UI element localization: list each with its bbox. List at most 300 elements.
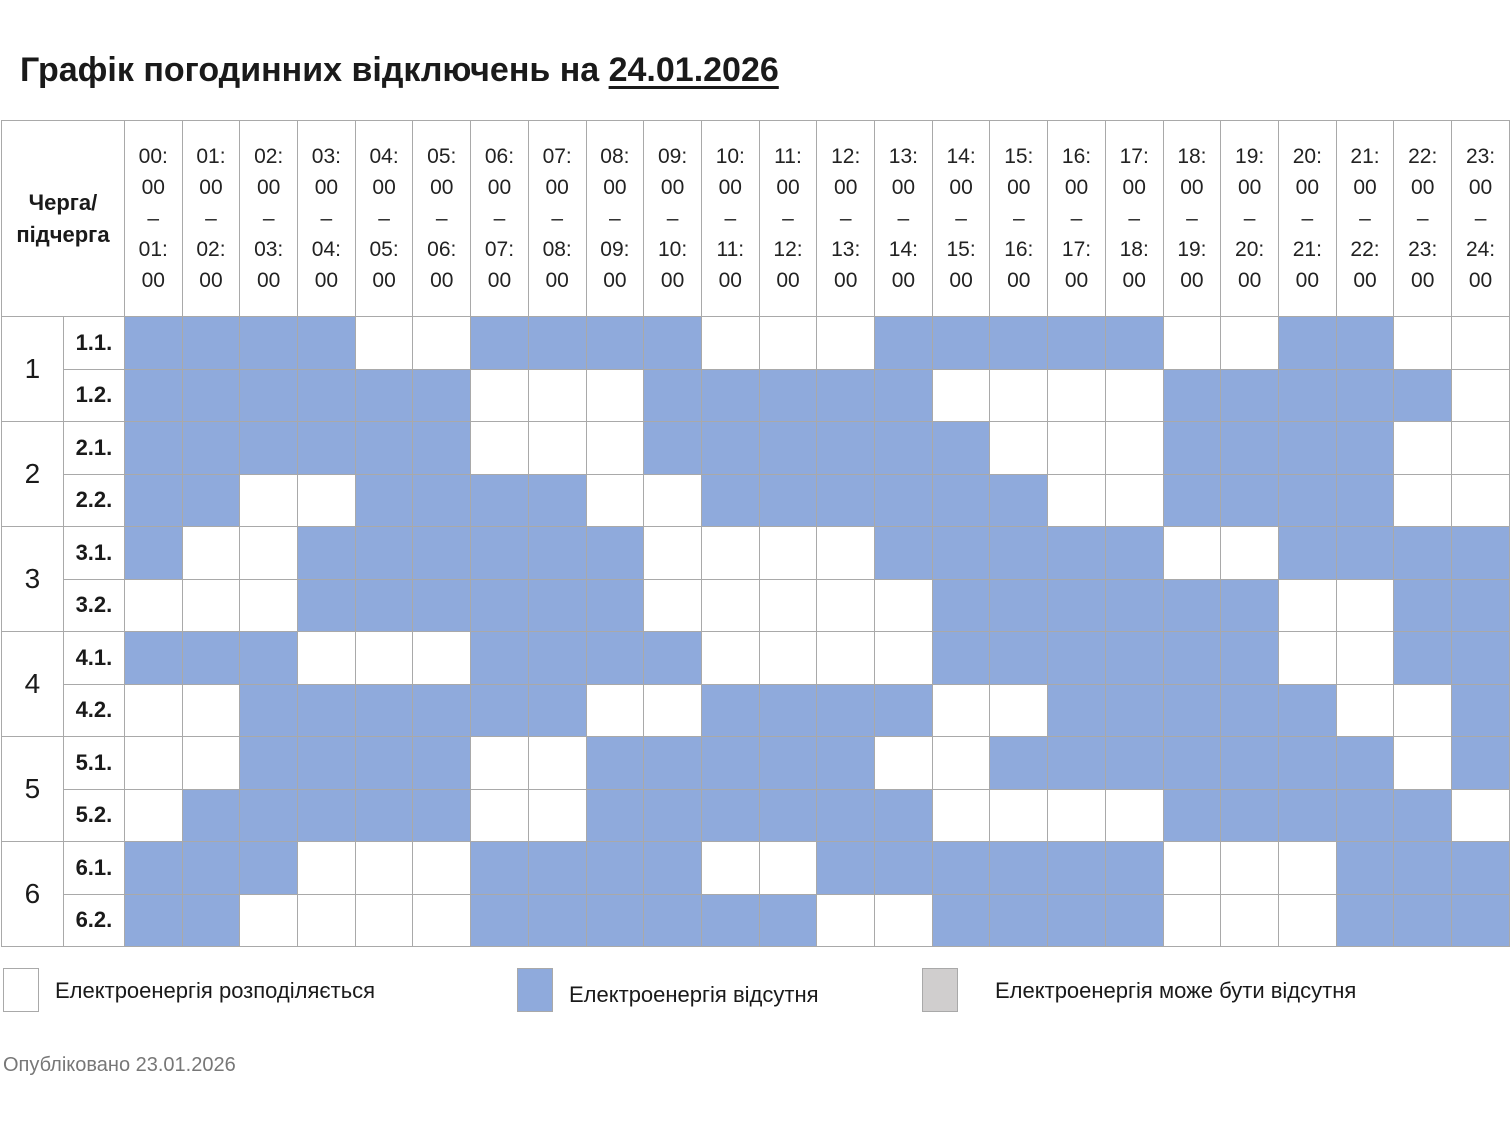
hour-cell-power-on <box>932 737 990 790</box>
hour-header-part: – <box>1012 207 1025 230</box>
hour-header-part: 21: <box>1292 238 1322 261</box>
hour-cell-power-off <box>817 789 875 842</box>
hour-header-part: 00 <box>314 269 339 292</box>
hour-header-part: 15: <box>1004 145 1034 168</box>
hour-cell-power-off <box>528 632 586 685</box>
hour-header-part: 07: <box>484 238 515 261</box>
hour-cell-power-off <box>586 789 644 842</box>
hour-cell-power-off <box>471 684 529 737</box>
hour-header-cell <box>932 121 990 317</box>
hour-header-part: 00 <box>314 176 339 199</box>
hour-cell-power-on <box>586 369 644 422</box>
hour-cell-power-on <box>298 842 356 895</box>
hour-cell-power-off <box>1394 579 1452 632</box>
hour-header-part: 09: <box>600 238 630 261</box>
hour-cell-power-off <box>1105 632 1163 685</box>
subqueue-row <box>2 894 1510 947</box>
hour-header-part: 00 <box>141 269 165 292</box>
hour-header-part: 10: <box>657 238 688 261</box>
hour-header-part: 00 <box>1295 269 1319 292</box>
hour-header-part: – <box>205 207 217 230</box>
subqueue-row <box>2 369 1510 422</box>
hour-cell-power-off <box>240 737 298 790</box>
hour-header-part: 00 <box>199 269 223 292</box>
hour-cell-power-off <box>990 317 1048 370</box>
hour-cell-power-off <box>990 527 1048 580</box>
hour-cell-power-off <box>1452 579 1510 632</box>
hour-header-part: 09: <box>657 145 688 168</box>
hour-header-cell <box>355 121 413 317</box>
hour-cell-power-on <box>355 842 413 895</box>
hour-header-part: 00 <box>1295 176 1319 199</box>
subqueue-label: 2.1. <box>63 422 124 475</box>
hour-cell-power-on <box>182 527 240 580</box>
queue-label: 1 <box>2 317 64 422</box>
hour-cell-power-off <box>528 842 586 895</box>
hour-cell-power-off <box>1221 579 1279 632</box>
hour-cell-power-off <box>586 632 644 685</box>
hour-header-part: 00 <box>1353 269 1377 292</box>
hour-cell-power-off <box>1394 632 1452 685</box>
hour-cell-power-on <box>759 579 817 632</box>
hour-cell-power-off <box>701 789 759 842</box>
hour-cell-power-on <box>586 422 644 475</box>
hour-cell-power-off <box>932 632 990 685</box>
hour-cell-power-off <box>355 474 413 527</box>
hour-cell-power-on <box>413 632 471 685</box>
hour-cell-power-off <box>932 579 990 632</box>
hour-cell-power-off <box>1048 684 1106 737</box>
hour-cell-power-on <box>528 422 586 475</box>
hour-cell-power-on <box>528 789 586 842</box>
hour-cell-power-off <box>1336 789 1394 842</box>
hour-header-part: 23: <box>1465 145 1496 168</box>
hour-cell-power-off <box>759 789 817 842</box>
hour-cell-power-off <box>701 422 759 475</box>
hour-cell-power-off <box>644 737 702 790</box>
hour-cell-power-off <box>1221 684 1279 737</box>
hour-cell-power-off <box>759 422 817 475</box>
page-title <box>20 46 779 94</box>
hour-header-part: 04: <box>311 238 341 261</box>
hour-cell-power-on <box>990 422 1048 475</box>
hour-cell-power-on <box>1452 789 1510 842</box>
subqueue-label: 5.2. <box>63 789 124 842</box>
subqueue-label: 4.2. <box>63 684 124 737</box>
hour-cell-power-off <box>1163 684 1221 737</box>
hour-cell-power-off <box>355 369 413 422</box>
hour-cell-power-off <box>1278 684 1336 737</box>
hour-header-part: 00 <box>1180 176 1204 199</box>
hour-cell-power-off <box>1105 842 1163 895</box>
hour-cell-power-on <box>182 737 240 790</box>
hour-cell-power-off <box>1105 737 1163 790</box>
hour-header-part: 11: <box>774 145 802 168</box>
legend-label-on: Електроенергія розподіляється <box>55 978 376 1003</box>
hour-cell-power-off <box>817 369 875 422</box>
hour-header-part: 02: <box>196 238 226 261</box>
hour-cell-power-off <box>298 737 356 790</box>
hour-cell-power-on <box>1394 474 1452 527</box>
hour-cell-power-on <box>875 894 933 947</box>
hour-header-part: – <box>1474 207 1487 230</box>
hour-header-part: 00 <box>256 269 281 292</box>
hour-header-cell <box>990 121 1048 317</box>
hour-cell-power-on <box>240 527 298 580</box>
hour-cell-power-off <box>413 789 471 842</box>
hour-header-part: 00 <box>1237 269 1262 292</box>
hour-header-cell <box>586 121 644 317</box>
hour-header-part: – <box>1243 207 1256 230</box>
hour-cell-power-off <box>1105 894 1163 947</box>
hour-cell-power-on <box>759 842 817 895</box>
hour-cell-power-off <box>413 369 471 422</box>
hour-cell-power-off <box>875 422 933 475</box>
hour-header-cell <box>1163 121 1221 317</box>
hour-header-part: 00 <box>430 176 454 199</box>
hour-cell-power-on <box>701 632 759 685</box>
hour-cell-power-off <box>182 894 240 947</box>
hour-header-part: 00 <box>1064 176 1089 199</box>
hour-cell-power-off <box>1336 422 1394 475</box>
hour-header-part: – <box>609 207 621 230</box>
hour-cell-power-on <box>1163 894 1221 947</box>
hour-header-cell <box>1221 121 1279 317</box>
hour-cell-power-off <box>182 842 240 895</box>
hour-cell-power-on <box>1163 527 1221 580</box>
hour-cell-power-on <box>1336 684 1394 737</box>
hour-header-cell <box>644 121 702 317</box>
hour-header-part: 10: <box>715 145 745 168</box>
hour-cell-power-on <box>875 632 933 685</box>
hour-header-part: 00 <box>891 269 916 292</box>
hour-header-cell <box>240 121 298 317</box>
hour-header-part: – <box>320 207 333 230</box>
hour-header-part: 01: <box>196 145 226 168</box>
hour-header-part: 12: <box>831 145 861 168</box>
hour-cell-power-off <box>586 894 644 947</box>
hour-cell-power-off <box>1163 632 1221 685</box>
hour-cell-power-off <box>817 474 875 527</box>
hour-cell-power-off <box>1394 789 1452 842</box>
hour-header-part: 00 <box>545 269 569 292</box>
hour-header-part: 20: <box>1235 238 1265 261</box>
subqueue-label: 2.2. <box>63 474 124 527</box>
hour-cell-power-off <box>298 789 356 842</box>
hour-header-part: – <box>724 207 737 230</box>
hour-header-part: 08: <box>542 238 572 261</box>
hour-cell-power-off <box>413 579 471 632</box>
hour-cell-power-off <box>586 737 644 790</box>
hour-header-part: – <box>666 207 679 230</box>
subqueue-label: 5.1. <box>63 737 124 790</box>
hour-header-cell <box>759 121 817 317</box>
queue-header-cell <box>2 121 125 317</box>
hour-cell-power-off <box>355 789 413 842</box>
hour-cell-power-on <box>1336 579 1394 632</box>
hour-cell-power-on <box>990 789 1048 842</box>
hour-cell-power-off <box>1278 527 1336 580</box>
hour-cell-power-off <box>701 894 759 947</box>
hour-cell-power-off <box>1221 737 1279 790</box>
hour-header-part: – <box>551 207 564 230</box>
hour-cell-power-off <box>1105 527 1163 580</box>
hour-cell-power-off <box>701 684 759 737</box>
queue-header-line1: Черга/ <box>28 189 98 215</box>
hour-cell-power-on <box>471 789 529 842</box>
hour-header-cell <box>1336 121 1394 317</box>
hour-cell-power-off <box>240 632 298 685</box>
hour-cell-power-off <box>644 789 702 842</box>
hour-cell-power-off <box>471 632 529 685</box>
hour-header-part: 17: <box>1061 238 1092 261</box>
hour-header-part: 00 <box>834 269 858 292</box>
hour-cell-power-off <box>759 737 817 790</box>
hour-header-cell <box>1105 121 1163 317</box>
hour-header-part: – <box>147 207 160 230</box>
hour-cell-power-off <box>124 842 182 895</box>
hour-cell-power-off <box>1163 474 1221 527</box>
hour-cell-power-off <box>586 579 644 632</box>
hour-cell-power-off <box>182 422 240 475</box>
hour-cell-power-off <box>1278 422 1336 475</box>
subqueue-row <box>2 422 1510 475</box>
hour-cell-power-off <box>644 842 702 895</box>
subqueue-row <box>2 737 1510 790</box>
hour-header-part: 00 <box>545 176 569 199</box>
hour-cell-power-off <box>528 684 586 737</box>
outage-schedule-table <box>1 120 1510 947</box>
hour-header-part: 22: <box>1350 238 1380 261</box>
hour-header-part: 00 <box>1411 176 1435 199</box>
hour-cell-power-on <box>124 789 182 842</box>
header-row <box>2 121 1510 317</box>
hour-cell-power-off <box>182 474 240 527</box>
hour-cell-power-off <box>1048 527 1106 580</box>
subqueue-row <box>2 842 1510 895</box>
hour-cell-power-off <box>990 842 1048 895</box>
hour-header-part: 00 <box>256 176 281 199</box>
hour-cell-power-on <box>759 527 817 580</box>
hour-cell-power-off <box>1336 737 1394 790</box>
hour-cell-power-off <box>124 632 182 685</box>
hour-cell-power-off <box>644 317 702 370</box>
hour-cell-power-off <box>413 474 471 527</box>
hour-cell-power-off <box>471 317 529 370</box>
hour-cell-power-off <box>528 527 586 580</box>
hour-header-part: – <box>955 207 967 230</box>
hour-cell-power-off <box>1221 422 1279 475</box>
hour-cell-power-off <box>471 894 529 947</box>
hour-cell-power-off <box>528 894 586 947</box>
hour-header-part: – <box>897 207 910 230</box>
subqueue-row <box>2 684 1510 737</box>
hour-cell-power-off <box>1048 894 1106 947</box>
hour-cell-power-on <box>1452 369 1510 422</box>
hour-header-part: 00 <box>487 176 512 199</box>
hour-cell-power-on <box>1394 684 1452 737</box>
hour-cell-power-off <box>240 422 298 475</box>
hour-cell-power-on <box>1221 894 1279 947</box>
hour-cell-power-off <box>124 369 182 422</box>
hour-header-cell <box>875 121 933 317</box>
hour-cell-power-on <box>1105 789 1163 842</box>
hour-header-cell <box>1452 121 1510 317</box>
hour-cell-power-off <box>1336 894 1394 947</box>
hour-header-part: 00: <box>138 145 168 168</box>
hour-header-part: 00 <box>1468 176 1493 199</box>
hour-cell-power-off <box>1278 369 1336 422</box>
hour-cell-power-on <box>240 474 298 527</box>
hour-cell-power-on <box>759 317 817 370</box>
hour-header-cell <box>1048 121 1106 317</box>
legend-swatch-maybe <box>922 968 958 1012</box>
hour-cell-power-off <box>701 474 759 527</box>
queue-header-line2: підчерга <box>16 221 110 247</box>
hour-cell-power-off <box>1336 527 1394 580</box>
hour-cell-power-off <box>1452 527 1510 580</box>
hour-cell-power-off <box>298 369 356 422</box>
hour-header-part: 00 <box>1468 269 1493 292</box>
hour-cell-power-on <box>1048 474 1106 527</box>
hour-header-part: – <box>435 207 448 230</box>
hour-cell-power-off <box>932 527 990 580</box>
hour-cell-power-on <box>1452 317 1510 370</box>
hour-cell-power-on <box>240 579 298 632</box>
hour-cell-power-off <box>759 894 817 947</box>
hour-cell-power-off <box>528 579 586 632</box>
hour-header-part: 13: <box>831 238 861 261</box>
hour-cell-power-on <box>1394 422 1452 475</box>
hour-cell-power-on <box>990 369 1048 422</box>
hour-cell-power-on <box>701 317 759 370</box>
hour-cell-power-off <box>124 527 182 580</box>
hour-header-cell <box>528 121 586 317</box>
title-prefix: Графік погодинних відключень на <box>20 51 600 89</box>
hour-cell-power-off <box>1105 317 1163 370</box>
hour-cell-power-off <box>817 842 875 895</box>
hour-cell-power-off <box>124 422 182 475</box>
legend-label-maybe: Електроенергія може бути відсутня <box>995 978 1357 1003</box>
hour-cell-power-off <box>1048 632 1106 685</box>
hour-cell-power-off <box>298 422 356 475</box>
hour-cell-power-on <box>1105 422 1163 475</box>
hour-cell-power-on <box>1105 369 1163 422</box>
hour-cell-power-on <box>817 632 875 685</box>
hour-cell-power-off <box>932 894 990 947</box>
hour-cell-power-off <box>586 842 644 895</box>
hour-cell-power-off <box>990 474 1048 527</box>
hour-header-part: 12: <box>773 238 803 261</box>
hour-cell-power-on <box>1278 632 1336 685</box>
hour-cell-power-on <box>586 684 644 737</box>
hour-cell-power-off <box>1105 579 1163 632</box>
hour-cell-power-on <box>875 579 933 632</box>
hour-cell-power-off <box>471 527 529 580</box>
subqueue-row <box>2 527 1510 580</box>
hour-cell-power-off <box>355 684 413 737</box>
hour-cell-power-off <box>1221 474 1279 527</box>
hour-cell-power-on <box>1394 317 1452 370</box>
hour-header-cell <box>817 121 875 317</box>
hour-cell-power-off <box>182 632 240 685</box>
hour-header-part: 16: <box>1004 238 1034 261</box>
hour-header-part: 15: <box>946 238 976 261</box>
hour-cell-power-on <box>1163 842 1221 895</box>
hour-header-part: 00 <box>430 269 454 292</box>
hour-cell-power-on <box>644 527 702 580</box>
hour-cell-power-off <box>355 422 413 475</box>
hour-header-part: 00 <box>1353 176 1377 199</box>
hour-cell-power-off <box>1394 527 1452 580</box>
queue-label: 2 <box>2 422 64 527</box>
hour-cell-power-on <box>817 317 875 370</box>
hour-cell-power-on <box>298 894 356 947</box>
hour-cell-power-on <box>1452 422 1510 475</box>
hour-cell-power-on <box>471 737 529 790</box>
hour-header-part: – <box>262 207 275 230</box>
hour-cell-power-off <box>932 474 990 527</box>
hour-cell-power-off <box>1163 789 1221 842</box>
hour-cell-power-off <box>875 317 933 370</box>
hour-header-part: 21: <box>1350 145 1380 168</box>
hour-cell-power-on <box>932 789 990 842</box>
hour-header-part: 00 <box>1411 269 1435 292</box>
hour-cell-power-on <box>817 579 875 632</box>
hour-cell-power-on <box>298 474 356 527</box>
hour-cell-power-off <box>586 527 644 580</box>
hour-cell-power-off <box>586 317 644 370</box>
hour-header-part: 04: <box>369 145 399 168</box>
hour-cell-power-on <box>1163 317 1221 370</box>
subqueue-row <box>2 579 1510 632</box>
hour-cell-power-on <box>1048 789 1106 842</box>
subqueue-row <box>2 474 1510 527</box>
hour-cell-power-off <box>1048 579 1106 632</box>
hour-cell-power-off <box>1278 317 1336 370</box>
hour-header-part: – <box>1359 207 1371 230</box>
hour-cell-power-on <box>471 369 529 422</box>
hour-cell-power-on <box>1394 737 1452 790</box>
hour-cell-power-off <box>644 894 702 947</box>
hour-cell-power-off <box>471 579 529 632</box>
hour-cell-power-on <box>355 317 413 370</box>
hour-cell-power-off <box>1452 632 1510 685</box>
hour-cell-power-off <box>413 527 471 580</box>
hour-header-cell <box>471 121 529 317</box>
hour-cell-power-off <box>1336 369 1394 422</box>
hour-header-part: 11: <box>716 238 745 261</box>
hour-header-part: – <box>1128 207 1141 230</box>
hour-header-part: 05: <box>427 145 457 168</box>
hour-header-part: 00 <box>199 176 223 199</box>
hour-cell-power-off <box>875 369 933 422</box>
hour-cell-power-on <box>1221 317 1279 370</box>
hour-cell-power-off <box>298 317 356 370</box>
hour-cell-power-on <box>644 684 702 737</box>
subqueue-row <box>2 317 1510 370</box>
hour-header-part: 19: <box>1235 145 1265 168</box>
hour-cell-power-off <box>471 474 529 527</box>
hour-header-part: 13: <box>888 145 918 168</box>
hour-cell-power-off <box>528 317 586 370</box>
hour-header-part: – <box>1186 207 1198 230</box>
hour-header-part: 07: <box>542 145 572 168</box>
hour-cell-power-on <box>413 894 471 947</box>
subqueue-label: 4.1. <box>63 632 124 685</box>
hour-cell-power-off <box>1163 737 1221 790</box>
hour-cell-power-off <box>240 317 298 370</box>
